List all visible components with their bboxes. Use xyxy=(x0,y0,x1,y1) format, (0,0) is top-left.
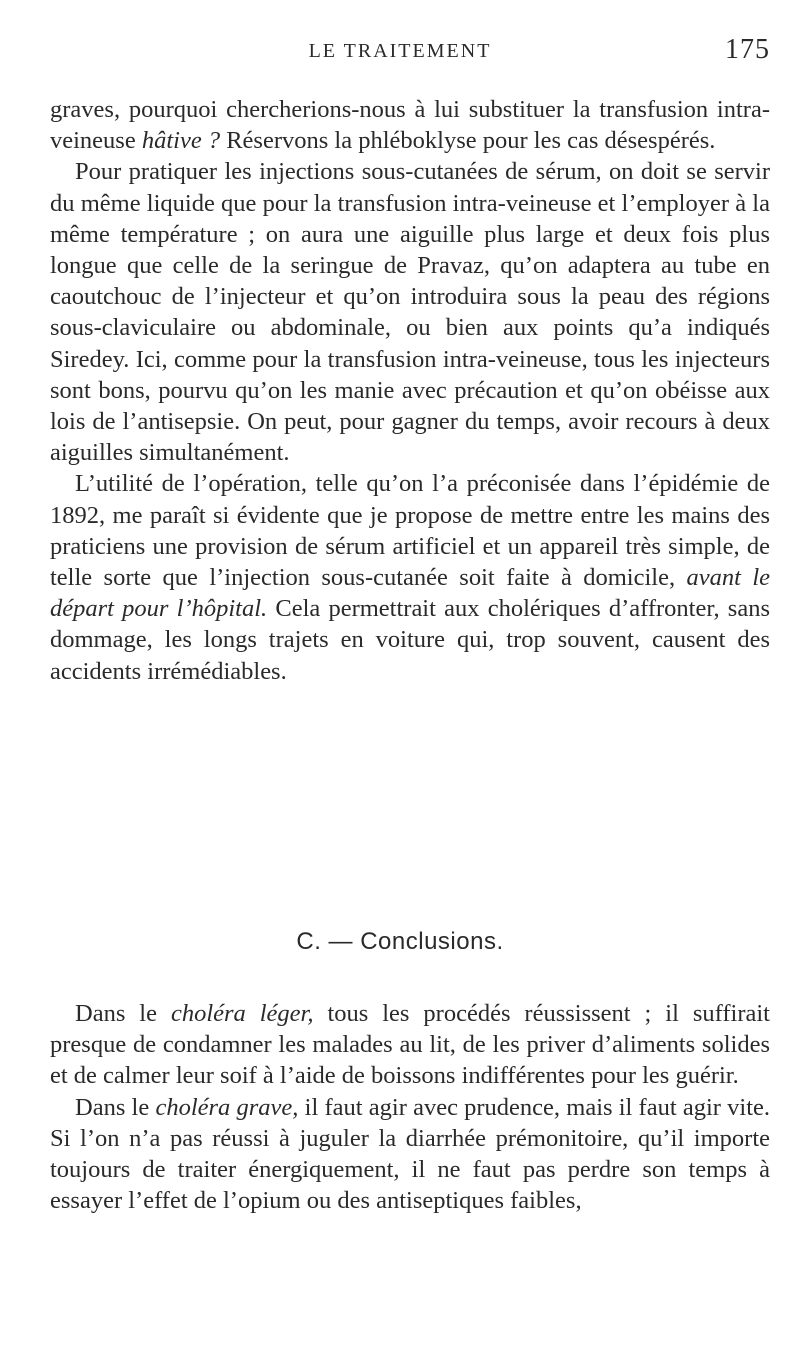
paragraph-1 xyxy=(50,94,770,156)
paragraph-2: Pour pratiquer les injections sous-cutanées de sérum, on doit se servir du même liquide que pour la transfusion intra-veineuse et l’employer à la même température ; on aura une aiguille plus large et deux fois plus longue que celle de la seringue de Pravaz, qu’on adaptera au tube en caoutchouc de l’injecteur et qu’on introduira sous la peau des régions sous-claviculaire ou abdominale, ou bien aux points qu’a indiqués Siredey. Ici, comme pour la transfusion intra-veineuse, tous les injecteurs sont bons, pourvu qu’on les manie avec précaution et qu’on obéisse aux lois de l’antisepsie. On peut, pour gagner du temps, avoir recours à deux aiguilles simultanément. xyxy=(50,158,770,467)
body-text xyxy=(50,94,770,687)
conclusion-paragraph-1 xyxy=(50,998,770,1092)
conclusion-1-italic: choléra léger, xyxy=(170,1000,314,1027)
paragraph-3-text: L’utilité de l’opération, telle qu’on l’a préconisée dans l’épidémie de 1892, me paraît si évidente que je propose de mettre entre les mains des praticiens une provision de sérum artificiel et un appareil très simple, de telle sorte que l’injection sous-cutanée soit faite à domicile, xyxy=(50,470,770,592)
running-head xyxy=(0,34,800,80)
conclusions-text xyxy=(50,998,770,1216)
conclusion-1-end: tous les procédés réussissent ; il suffirait presque de condamner les malades au lit, de les priver d’aliments solides et de calmer leur soif à l’aide de boissons indifférentes pour les guérir. xyxy=(50,1000,770,1090)
paragraph-3 xyxy=(50,468,770,686)
conclusion-paragraph-2 xyxy=(50,1092,770,1217)
page-number: 175 xyxy=(725,34,770,65)
conclusion-2-italic: choléra grave, xyxy=(155,1093,299,1121)
paragraph-3-end: Cela permettrait aux cholériques d’affronter, sans dommage, les longs trajets en voiture qui, trop souvent, causent des accidents irrémédiables. xyxy=(50,595,771,685)
paragraph-3-italic: avant le départ pour l’hôpital. xyxy=(50,564,770,623)
conclusion-2-start: Dans le xyxy=(75,1093,150,1121)
conclusion-2-end: il faut agir avec prudence, mais il faut agir vite. Si l’on n’a pas réussi à juguler la diarrhée prémonitoire, qu’il importe toujours de traiter énergiquement, il ne faut pas perdre son temps à essayer l’effet de l’opium ou des antiseptiques faibles, xyxy=(50,1093,771,1215)
paragraph-1-end: Réservons la phléboklyse pour les cas désespérés. xyxy=(226,127,716,155)
section-heading: C. — Conclusions. xyxy=(296,928,504,955)
running-title: LE TRAITEMENT xyxy=(308,40,492,62)
conclusion-1-start: Dans le xyxy=(75,1000,157,1027)
paragraph-1-text: graves, pourquoi chercherions-nous à lui substituer la transfusion intra-veineuse xyxy=(50,96,770,155)
paragraph-1-italic: hâtive ? xyxy=(141,127,221,155)
